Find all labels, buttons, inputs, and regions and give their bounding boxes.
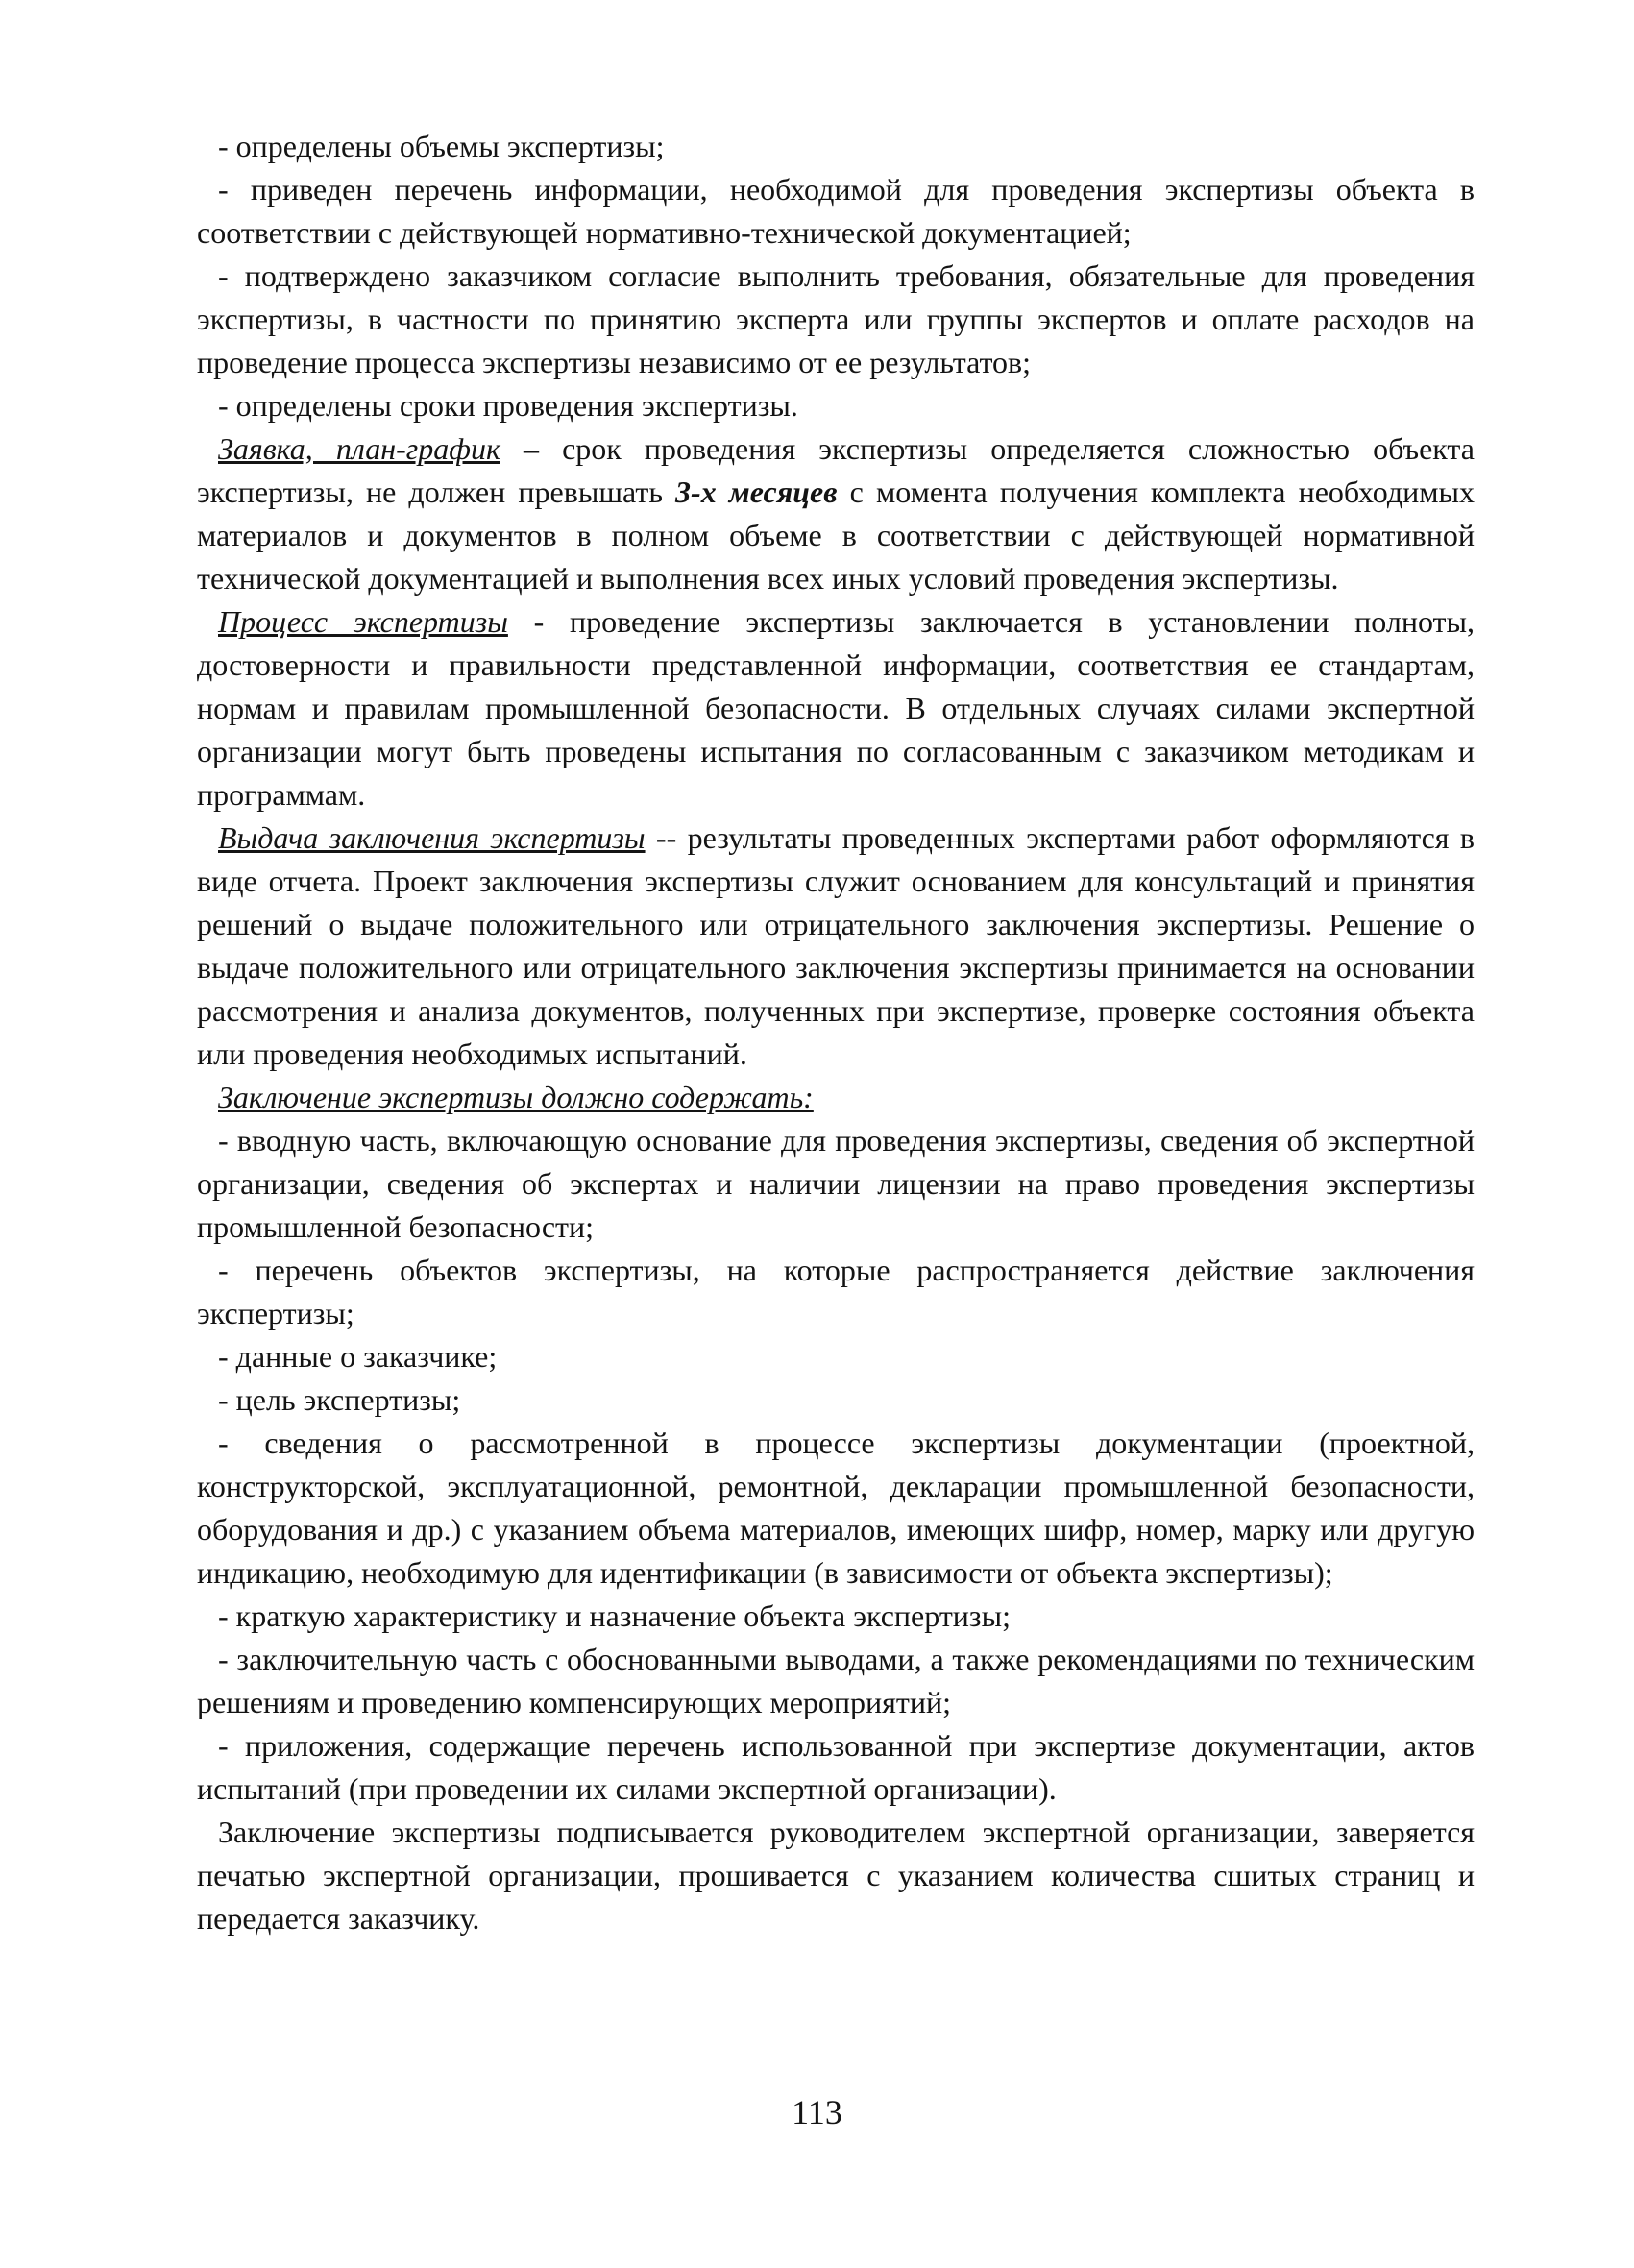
list-item: - определены объемы экспертизы; [218, 129, 665, 163]
list-item: - сведения о рассмотренной в процессе экспертизы документации (проектной, конструкторской, эксплуатационной, ремонтной, декларации промышленной безопасности, оборудования и др.) с указанием объема материалов, имеющих шифр, номер, марку или другую индикацию, необходимую для идентификации (в зависимости от объекта экспертизы); [197, 1426, 1475, 1590]
section-heading-process: Процесс экспертизы [218, 604, 508, 639]
paragraph-process [197, 600, 1475, 817]
paragraph-text: -- результаты проведенных экспертами работ оформляются в виде отчета. Проект заключения экспертизы служит основанием для консультаций и принятия решений о выдаче положительного или отрицательного заключения экспертизы. Решение о выдаче положительного или отрицательного заключения экспертизы принимается на основании рассмотрения и анализа документов, полученных при экспертизе, проверке состояния объекта или проведения необходимых испытаний. [197, 820, 1475, 1071]
final-paragraph: Заключение экспертизы подписывается руководителем экспертной организации, заверяется печатью экспертной организации, прошивается с указанием количества сшитых страниц и передается заказчику. [197, 1815, 1475, 1936]
page-body [197, 125, 1475, 1940]
list-item: - приведен перечень информации, необходимой для проведения экспертизы объекта в соответствии с действующей нормативно-технической документацией; [197, 172, 1475, 250]
paragraph-text: - проведение экспертизы заключается в установлении полноты, достоверности и правильности представленной информации, соответствия ее стандартам, нормам и правилам промышленной безопасности. В отдельных случаях силами экспертной организации могут быть проведены испытания по согласованным с заказчиком методикам и программам. [197, 604, 1475, 812]
page-number: 113 [792, 2093, 842, 2132]
list-item: - подтверждено заказчиком согласие выполнить требования, обязательные для проведения экспертизы, в частности по принятию эксперта или группы экспертов и оплате расходов на проведение процесса экспертизы независимо от ее результатов; [197, 258, 1475, 379]
list-item: - краткую характеристику и назначение объекта экспертизы; [218, 1598, 1011, 1633]
section-heading-application: Заявка, план-график [218, 431, 500, 466]
paragraph-text: с момента получения комплекта необходимых материалов и документов в полном объеме в соответствии с действующей нормативной технической документацией и выполнения всех иных условий проведения экспертизы. [197, 475, 1475, 596]
paragraph-issuance [197, 817, 1475, 1076]
list-item: - определены сроки проведения экспертизы. [218, 388, 798, 423]
list-item: - перечень объектов экспертизы, на которые распространяется действие заключения экспертизы; [197, 1253, 1475, 1330]
paragraph-text: – срок проведения экспертизы определяется сложностью объекта экспертизы, не должен превышать [197, 431, 1475, 509]
list-item: - данные о заказчике; [218, 1339, 498, 1374]
emphasis-term: 3-х месяцев [675, 475, 838, 509]
list-item: - вводную часть, включающую основание для проведения экспертизы, сведения об экспертной организации, сведения об экспертах и наличии лицензии на право проведения экспертизы промышленной безопасности; [197, 1123, 1475, 1244]
section-heading-conclusion: Заключение экспертизы должно содержать: [218, 1080, 814, 1114]
list-item: - приложения, содержащие перечень использованной при экспертизе документации, актов испытаний (при проведении их силами экспертной организации). [197, 1728, 1475, 1806]
list-item: - заключительную часть с обоснованными выводами, а также рекомендациями по техническим решениям и проведению компенсирующих мероприятий; [197, 1642, 1475, 1719]
list-item: - цель экспертизы; [218, 1382, 461, 1417]
conclusion-heading-line [197, 1076, 1475, 1119]
paragraph-application [197, 427, 1475, 600]
section-heading-issuance: Выдача заключения экспертизы [218, 820, 646, 855]
